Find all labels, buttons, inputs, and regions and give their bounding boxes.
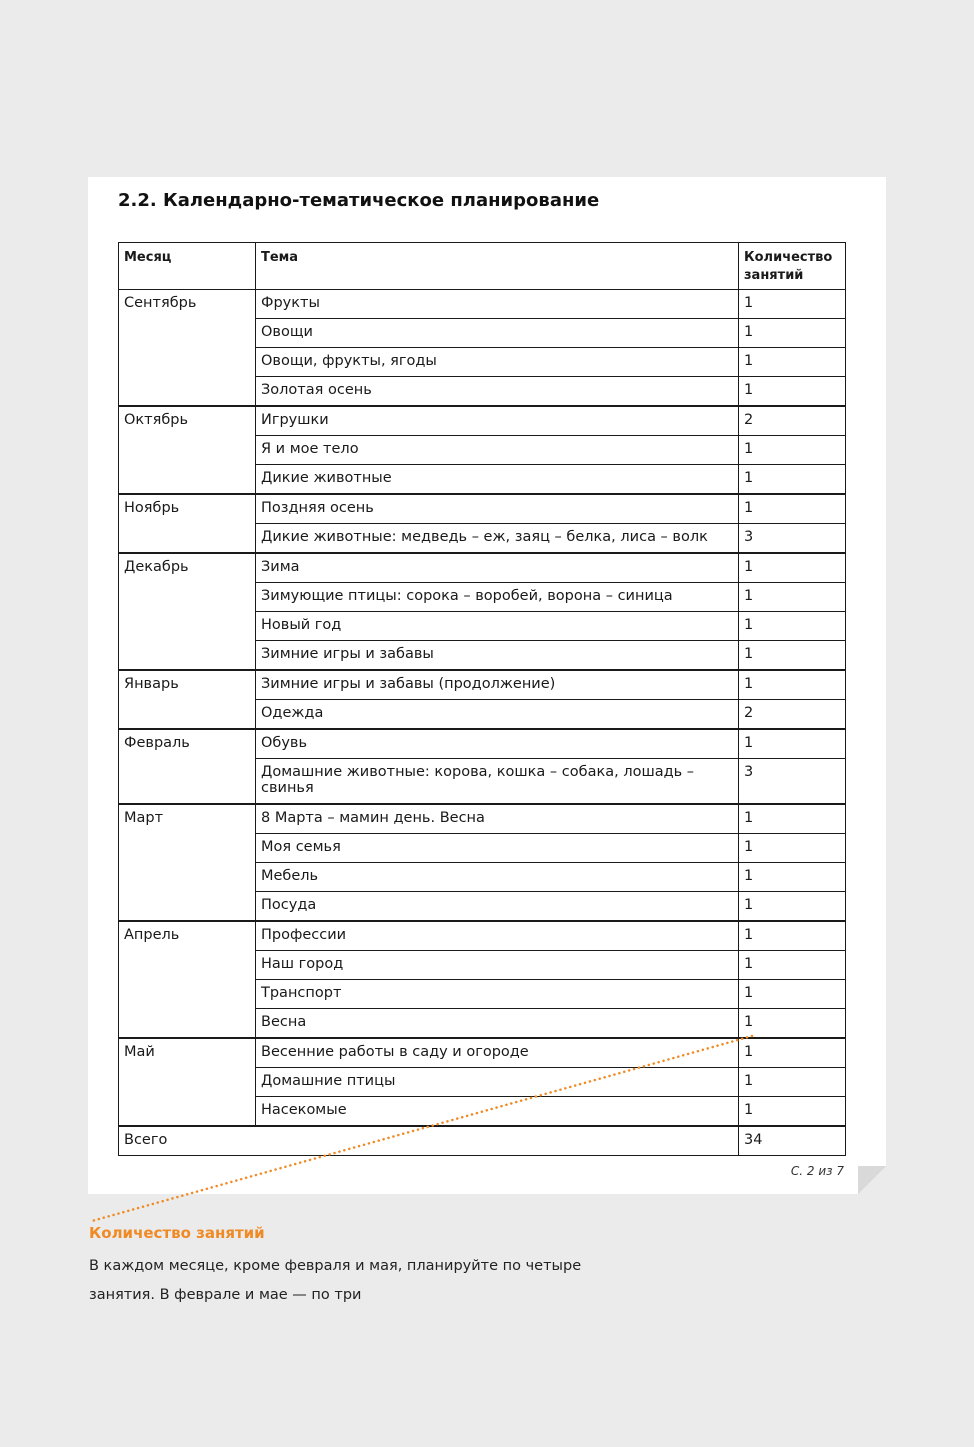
count-cell: 1 <box>739 612 846 641</box>
count-cell: 1 <box>739 494 846 524</box>
count-cell: 1 <box>739 290 846 319</box>
topic-cell: Поздняя осень <box>256 494 739 524</box>
count-cell: 1 <box>739 641 846 671</box>
topic-cell: Зимние игры и забавы <box>256 641 739 671</box>
count-cell: 1 <box>739 921 846 951</box>
count-cell: 1 <box>739 863 846 892</box>
count-cell: 2 <box>739 700 846 730</box>
topic-cell: Обувь <box>256 729 739 759</box>
topic-cell: Мебель <box>256 863 739 892</box>
topic-cell: Игрушки <box>256 406 739 436</box>
count-cell: 1 <box>739 436 846 465</box>
topic-cell: Фрукты <box>256 290 739 319</box>
topic-cell: Золотая осень <box>256 377 739 407</box>
count-cell: 1 <box>739 1038 846 1068</box>
count-cell: 1 <box>739 951 846 980</box>
topic-cell: Одежда <box>256 700 739 730</box>
count-cell: 1 <box>739 1068 846 1097</box>
count-cell: 1 <box>739 1097 846 1127</box>
count-cell: 3 <box>739 524 846 554</box>
topic-cell: Овощи, фрукты, ягоды <box>256 348 739 377</box>
topic-cell: Весенние работы в саду и огороде <box>256 1038 739 1068</box>
total-label: Всего <box>119 1126 739 1156</box>
topic-cell: Посуда <box>256 892 739 922</box>
annotation-text: В каждом месяце, кроме февраля и мая, планируйте по четыре занятия. В феврале и мае — по три <box>89 1258 582 1303</box>
topic-cell: Профессии <box>256 921 739 951</box>
annotation-title: Количество занятий <box>89 1224 265 1242</box>
month-cell: Май <box>119 1038 256 1126</box>
topic-cell: Зимние игры и забавы (продолжение) <box>256 670 739 700</box>
page-number: С. 2 из 7 <box>790 1164 844 1178</box>
count-cell: 1 <box>739 804 846 834</box>
topic-cell: Транспорт <box>256 980 739 1009</box>
month-cell: Октябрь <box>119 406 256 494</box>
count-cell: 1 <box>739 892 846 922</box>
topic-cell: Домашние птицы <box>256 1068 739 1097</box>
topic-cell: Дикие животные: медведь – еж, заяц – белка, лиса – волк <box>256 524 739 554</box>
topic-cell: Наш город <box>256 951 739 980</box>
count-cell: 1 <box>739 583 846 612</box>
header-topic: Тема <box>256 243 739 290</box>
count-cell: 1 <box>739 319 846 348</box>
count-cell: 1 <box>739 553 846 583</box>
count-cell: 1 <box>739 465 846 495</box>
count-cell: 2 <box>739 406 846 436</box>
topic-cell: Зима <box>256 553 739 583</box>
topic-cell: Зимующие птицы: сорока – воробей, ворона – синица <box>256 583 739 612</box>
topic-cell: Весна <box>256 1009 739 1039</box>
month-cell: Апрель <box>119 921 256 1038</box>
count-cell: 1 <box>739 348 846 377</box>
topic-cell: Дикие животные <box>256 465 739 495</box>
dotted-pointer <box>92 1036 752 1221</box>
count-cell: 1 <box>739 1009 846 1039</box>
count-cell: 1 <box>739 834 846 863</box>
header-count: Количество занятий <box>739 243 846 290</box>
count-cell: 1 <box>739 670 846 700</box>
topic-cell: Овощи <box>256 319 739 348</box>
total-count: 34 <box>739 1126 846 1156</box>
month-cell: Февраль <box>119 729 256 804</box>
count-cell: 3 <box>739 759 846 805</box>
topic-cell: Насекомые <box>256 1097 739 1127</box>
count-cell: 1 <box>739 729 846 759</box>
header-month: Месяц <box>119 243 256 290</box>
count-cell: 1 <box>739 980 846 1009</box>
topic-cell: Я и мое тело <box>256 436 739 465</box>
topic-cell: Новый год <box>256 612 739 641</box>
month-cell: Январь <box>119 670 256 729</box>
topic-cell: Моя семья <box>256 834 739 863</box>
topic-cell: Домашние животные: корова, кошка – собака, лошадь – свинья <box>256 759 739 805</box>
month-cell: Март <box>119 804 256 921</box>
month-cell: Декабрь <box>119 553 256 670</box>
month-cell: Сентябрь <box>119 290 256 407</box>
section-title: 2.2. Календарно-тематическое планирование <box>118 190 600 211</box>
count-cell: 1 <box>739 377 846 407</box>
topic-cell: 8 Марта – мамин день. Весна <box>256 804 739 834</box>
month-cell: Ноябрь <box>119 494 256 553</box>
